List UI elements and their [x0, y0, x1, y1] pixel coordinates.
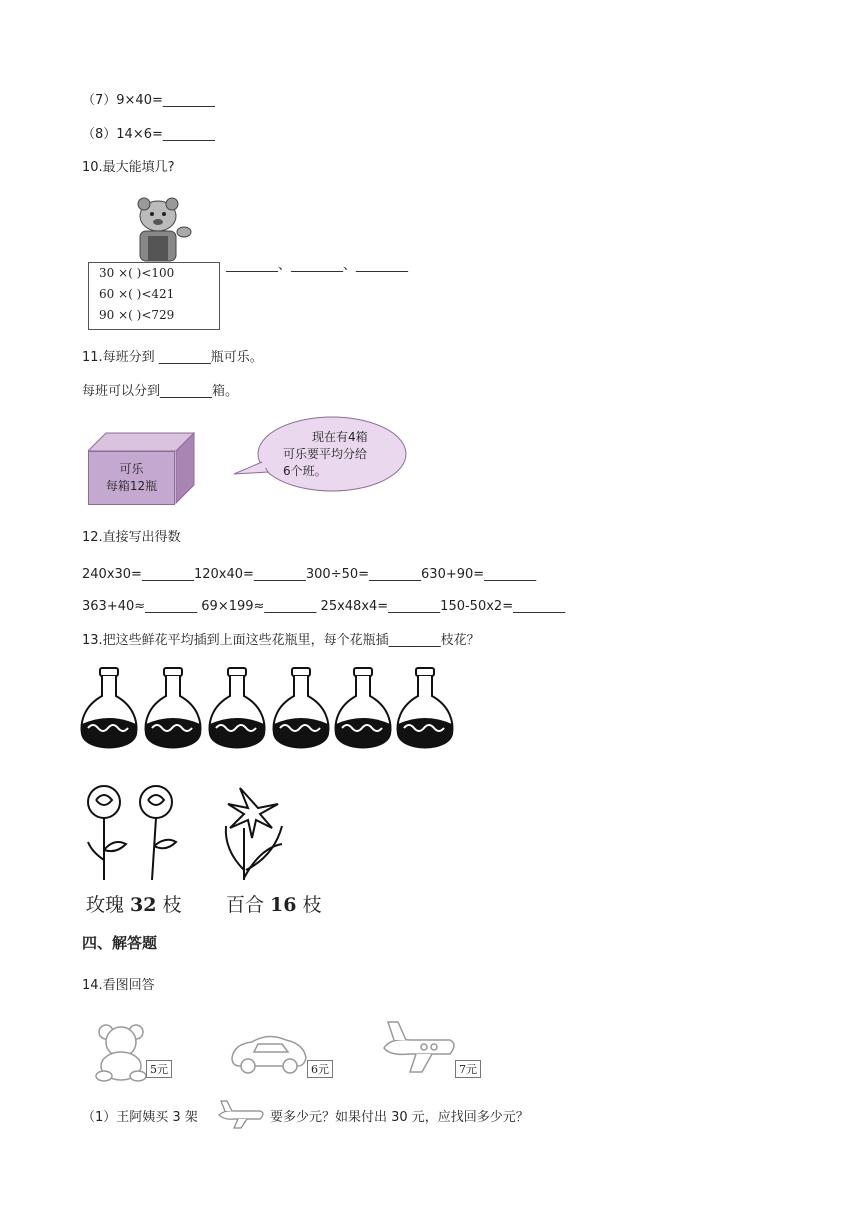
rose-caption — [86, 890, 182, 917]
lily-count: 16 — [270, 894, 297, 916]
cola-box-front — [88, 451, 175, 505]
rose-label: 玫瑰 — [86, 894, 131, 916]
question-7: （7）9×40=________ — [82, 93, 215, 108]
cola-box-label: 可乐 — [119, 462, 144, 476]
lily-caption — [226, 890, 322, 917]
section-4-heading: 四、解答题 — [82, 934, 158, 952]
airplane-price-tag: 7元 — [455, 1060, 481, 1078]
small-airplane-icon — [216, 1098, 268, 1130]
rose-unit: 枝 — [156, 894, 182, 916]
question-12-row1: 240x30=________120x40=________300÷50=________630+90=________ — [82, 567, 537, 582]
bear-price-tag: 5元 — [146, 1060, 172, 1078]
lily-unit: 枝 — [296, 894, 322, 916]
inequality-row: 60 ×( )<421 — [99, 287, 175, 301]
toy-airplane-icon — [380, 1018, 460, 1074]
flowers-illustration — [82, 780, 312, 888]
question-11-line2: 每班可以分到________箱。 — [82, 384, 239, 399]
question-12-row2: 363+40≈________ 69×199≈________ 25x48x4=________150-50x2=________ — [82, 599, 566, 614]
question-10-answers: ________、________、________ — [226, 258, 409, 273]
car-price-tag: 6元 — [307, 1060, 333, 1078]
question-13-title: 13.把这些鲜花平均插到上面这些花瓶里，每个花瓶插________枝花？ — [82, 633, 480, 648]
teddy-bear-icon — [94, 1022, 152, 1082]
question-12-title: 12.直接写出得数 — [82, 530, 181, 545]
bubble-text-2: 可乐要平均分给 — [283, 447, 368, 461]
toy-car-icon — [228, 1030, 310, 1076]
lily-label: 百合 — [226, 894, 271, 916]
inequality-row: 30 ×( )<100 — [99, 266, 175, 280]
question-14-sub1-suffix: 要多少元？如果付出 30 元，应找回多少元？ — [270, 1110, 529, 1125]
bear-illustration — [118, 196, 198, 264]
question-14-sub1-prefix: （1）王阿姨买 3 架 — [82, 1110, 198, 1125]
question-11-line1: 11.每班分到 ________瓶可乐。 — [82, 350, 263, 365]
rose-count: 32 — [130, 894, 157, 916]
question-14-title: 14.看图回答 — [82, 978, 155, 993]
vases-illustration — [80, 664, 460, 760]
inequality-row: 90 ×( )<729 — [99, 308, 175, 322]
question-8: （8）14×6=________ — [82, 127, 215, 142]
bubble-text-1: 现在有4箱 — [312, 430, 368, 444]
question-10-title: 10.最大能填几? — [82, 160, 175, 175]
cola-box-sublabel: 每箱12瓶 — [105, 479, 158, 493]
bubble-text-3: 6个班。 — [283, 464, 327, 478]
inequality-table — [88, 262, 220, 330]
